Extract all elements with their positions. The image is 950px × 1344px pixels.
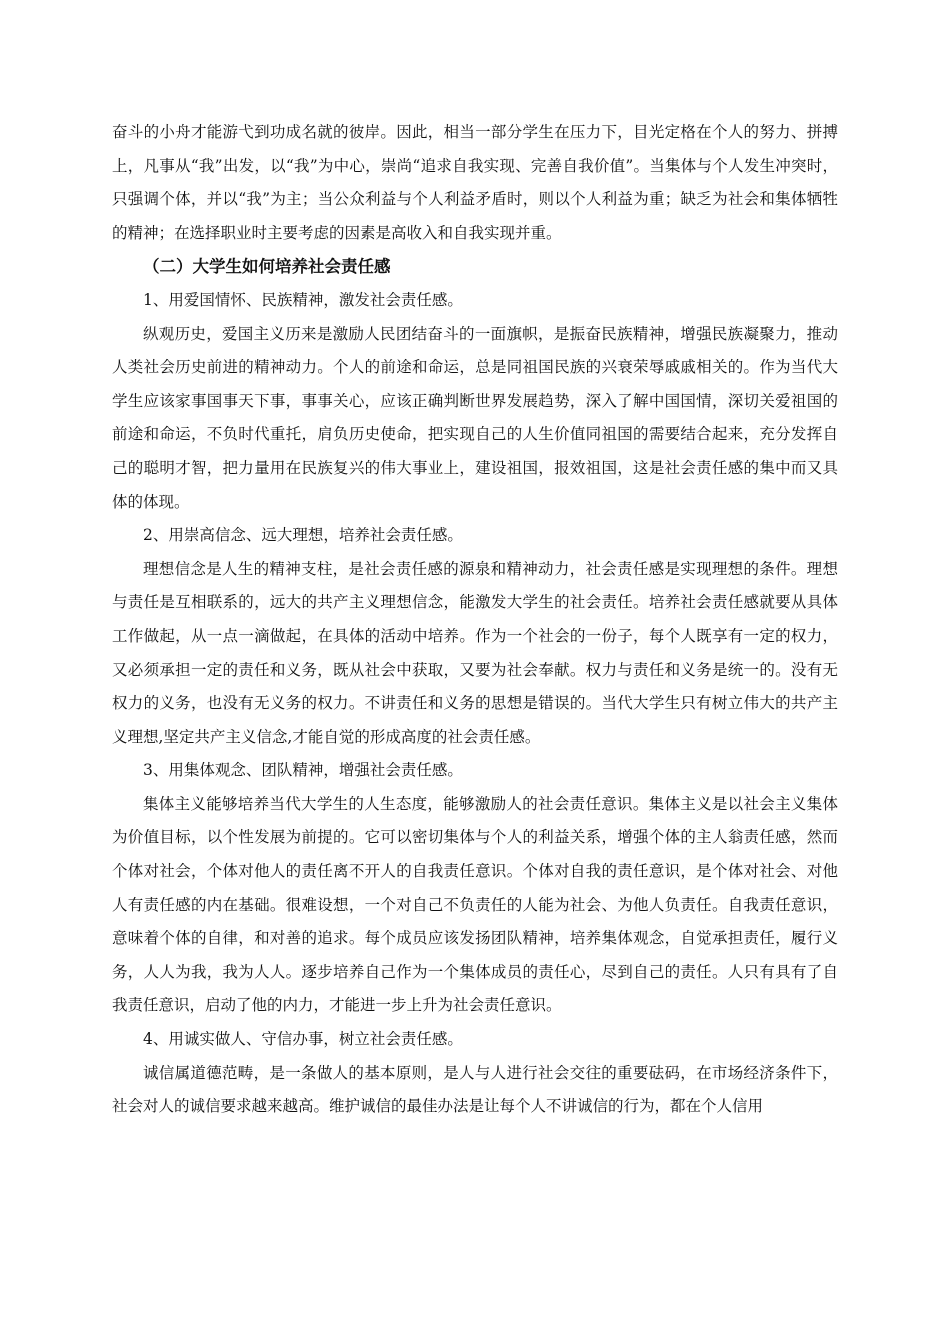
subheading-1: 1、用爱国情怀、民族精神，激发社会责任感。 (143, 290, 463, 309)
paragraph-1: 纵观历史，爱国主义历来是激励人民团结奋斗的一面旗帜，是振奋民族精神，增强民族凝聚力，推动人类社会历史前进的精神动力。个人的前途和命运，总是同祖国民族的兴衰荣辱戚戚相关的。作为当代大学生应该家事国事天下事，事事关心，应该正确判断世界发展趋势，深入了解中国国情，深切关爱祖国的前途和命运，不负时代重托，肩负历史使命，把实现自己的人生价值同祖国的需要结合起来，充分发挥自己的聪明才智，把力量用在民族复兴的伟大事业上，建设祖国，报效祖国，这是社会责任感的集中而又具体的体现。 (112, 324, 838, 511)
subheading-2: 2、用崇高信念、远大理想，培养社会责任感。 (143, 526, 463, 545)
paragraph-3: 集体主义能够培养当代大学生的人生态度，能够激励人的社会责任意识。集体主义是以社会主义集体为价值目标，以个性发展为前提的。它可以密切集体与个人的利益关系，增强个体的主人翁责任感，然而个体对社会，个体对他人的责任离不开人的自我责任意识。个体对自我的责任意识，是个体对社会、对他人有责任感的内在基础。很难设想，一个对自己不负责任的人能为社会、为他人负责任。自我责任意识，意味着个体的自律，和对善的追求。每个成员应该发扬团队精神，培养集体观念，自觉承担责任，履行义务，人人为我，我为人人。逐步培养自己作为一个集体成员的责任心，尽到自己的责任。人只有具有了自我责任意识，启动了他的内力，才能进一步上升为社会责任意识。 (112, 794, 838, 1015)
paragraph-2: 理想信念是人生的精神支柱，是社会责任感的源泉和精神动力，社会责任感是实现理想的条件。理想与责任是互相联系的，远大的共产主义理想信念，能激发大学生的社会责任。培养社会责任感就要从具体工作做起，从一点一滴做起，在具体的活动中培养。作为一个社会的一份子，每个人既享有一定的权力，又必须承担一定的责任和义务，既从社会中获取，又要为社会奉献。权力与责任和义务是统一的。没有无权力的义务，也没有无义务的权力。不讲责任和义务的思想是错误的。当代大学生只有树立伟大的共产主义理想,坚定共产主义信念,才能自觉的形成高度的社会责任感。 (112, 559, 838, 746)
document-page (112, 116, 838, 1124)
paragraph-4: 诚信属道德范畴，是一条做人的基本原则，是人与人进行社会交往的重要砝码，在市场经济条件下，社会对人的诚信要求越来越高。维护诚信的最佳办法是让每个人不讲诚信的行为，都在个人信用 (112, 1063, 838, 1116)
paragraph-continued: 奋斗的小舟才能游弋到功成名就的彼岸。因此，相当一部分学生在压力下，目光定格在个人的努力、拼搏上，凡事从“我”出发，以“我”为中心，崇尚“追求自我实现、完善自我价值”。当集体与个人发生冲突时，只强调个体，并以“我”为主；当公众利益与个人利益矛盾时，则以个人利益为重；缺乏为社会和集体牺牲的精神；在选择职业时主要考虑的因素是高收入和自我实现并重。 (112, 123, 838, 242)
subheading-3: 3、用集体观念、团队精神，增强社会责任感。 (143, 761, 463, 780)
subheading-4: 4、用诚实做人、守信办事，树立社会责任感。 (143, 1030, 463, 1049)
section-heading: （二）大学生如何培养社会责任感 (143, 257, 391, 277)
